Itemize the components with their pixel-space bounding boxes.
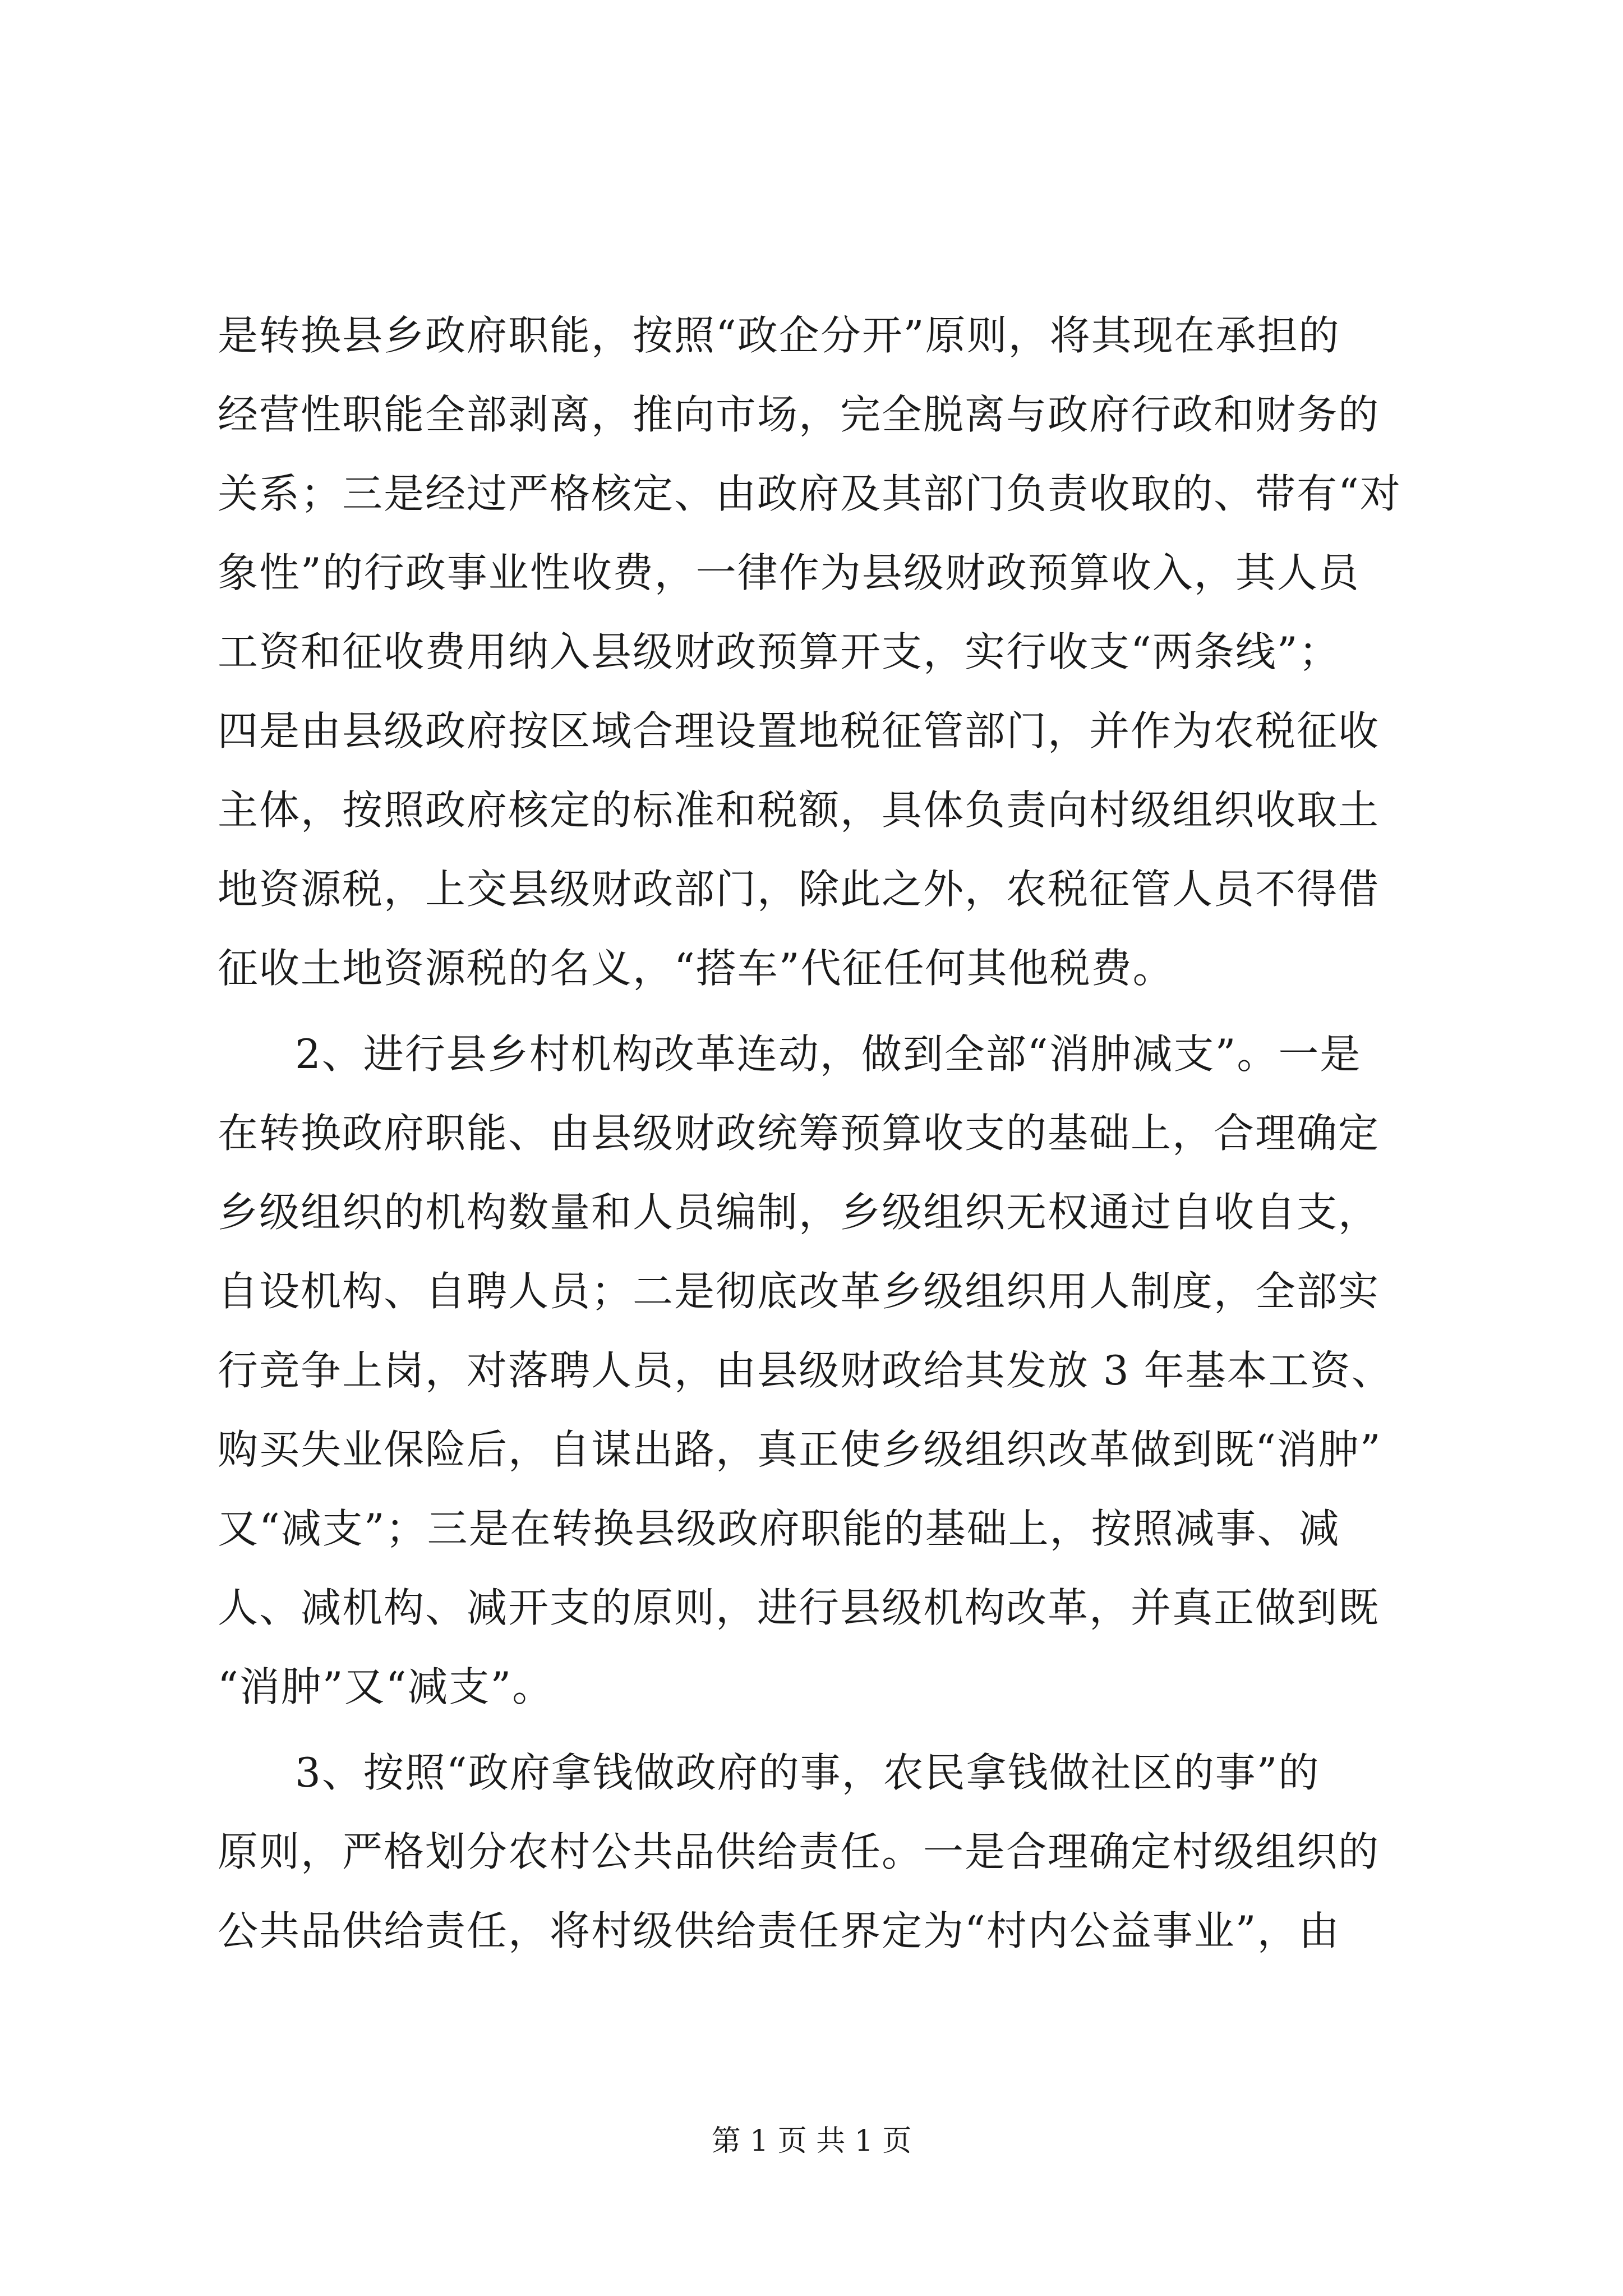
- text-line-indented: 3、按照“政府拿钱做政府的事，农民拿钱做社区的事”的: [295, 1749, 1320, 1796]
- text-line: 四是由县级政府按区域合理设置地税征管部门，并作为农税征收: [218, 707, 1380, 754]
- text-line: 经营性职能全部剥离，推向市场，完全脱离与政府行政和财务的: [218, 391, 1380, 438]
- paragraph-2: [218, 1015, 1418, 1727]
- text-line: 在转换政府职能、由县级财政统筹预算收支的基础上，合理确定: [218, 1110, 1380, 1157]
- text-line: 征收土地资源税的名义，“搭车”代征任何其他税费。: [218, 945, 1174, 992]
- text-line: 象性”的行政事业性收费，一律作为县级财政预算收入，其人员: [218, 549, 1360, 596]
- paragraph-1: [218, 296, 1418, 1008]
- text-line: 购买失业保险后，自谋出路，真正使乡级组织改革做到既“消肿”: [218, 1426, 1382, 1473]
- text-line: 是转换县乡政府职能，按照“政企分开”原则，将其现在承担的: [218, 312, 1340, 359]
- text-line: 主体，按照政府核定的标准和税额，具体负责向村级组织收取土: [218, 786, 1380, 834]
- text-line: 地资源税，上交县级财政部门，除此之外，农税征管人员不得借: [218, 866, 1380, 913]
- paragraph-spacer: [218, 1727, 1418, 1733]
- paragraph-spacer: [218, 1008, 1418, 1015]
- text-line: 工资和征收费用纳入县级财政预算开支，实行收支“两条线”；: [218, 628, 1340, 675]
- text-line: 行竞争上岗，对落聘人员，由县级财政给其发放 3 年基本工资、: [218, 1347, 1393, 1394]
- text-line-indented: 2、进行县乡村机构改革连动，做到全部“消肿减支”。一是: [295, 1030, 1362, 1078]
- text-line: “消肿”又“减支”。: [218, 1663, 554, 1710]
- text-line: 人、减机构、减开支的原则，进行县级机构改革，并真正做到既: [218, 1584, 1380, 1631]
- paragraph-3: [218, 1733, 1418, 1971]
- text-line: 原则，严格划分农村公共品供给责任。一是合理确定村级组织的: [218, 1828, 1380, 1875]
- document-body: [218, 296, 1418, 1971]
- text-line: 自设机构、自聘人员；二是彻底改革乡级组织用人制度，全部实: [218, 1268, 1380, 1315]
- text-line: 又“减支”；三是在转换县级政府职能的基础上，按照减事、减: [218, 1505, 1340, 1552]
- text-line: 乡级组织的机构数量和人员编制，乡级组织无权通过自收自支，: [218, 1189, 1380, 1236]
- text-line: 关系；三是经过严格核定、由政府及其部门负责收取的、带有“对: [218, 470, 1401, 517]
- page-footer: 第 1 页 共 1 页: [711, 2124, 912, 2158]
- text-line: 公共品供给责任，将村级供给责任界定为“村内公益事业”，由: [218, 1907, 1340, 1954]
